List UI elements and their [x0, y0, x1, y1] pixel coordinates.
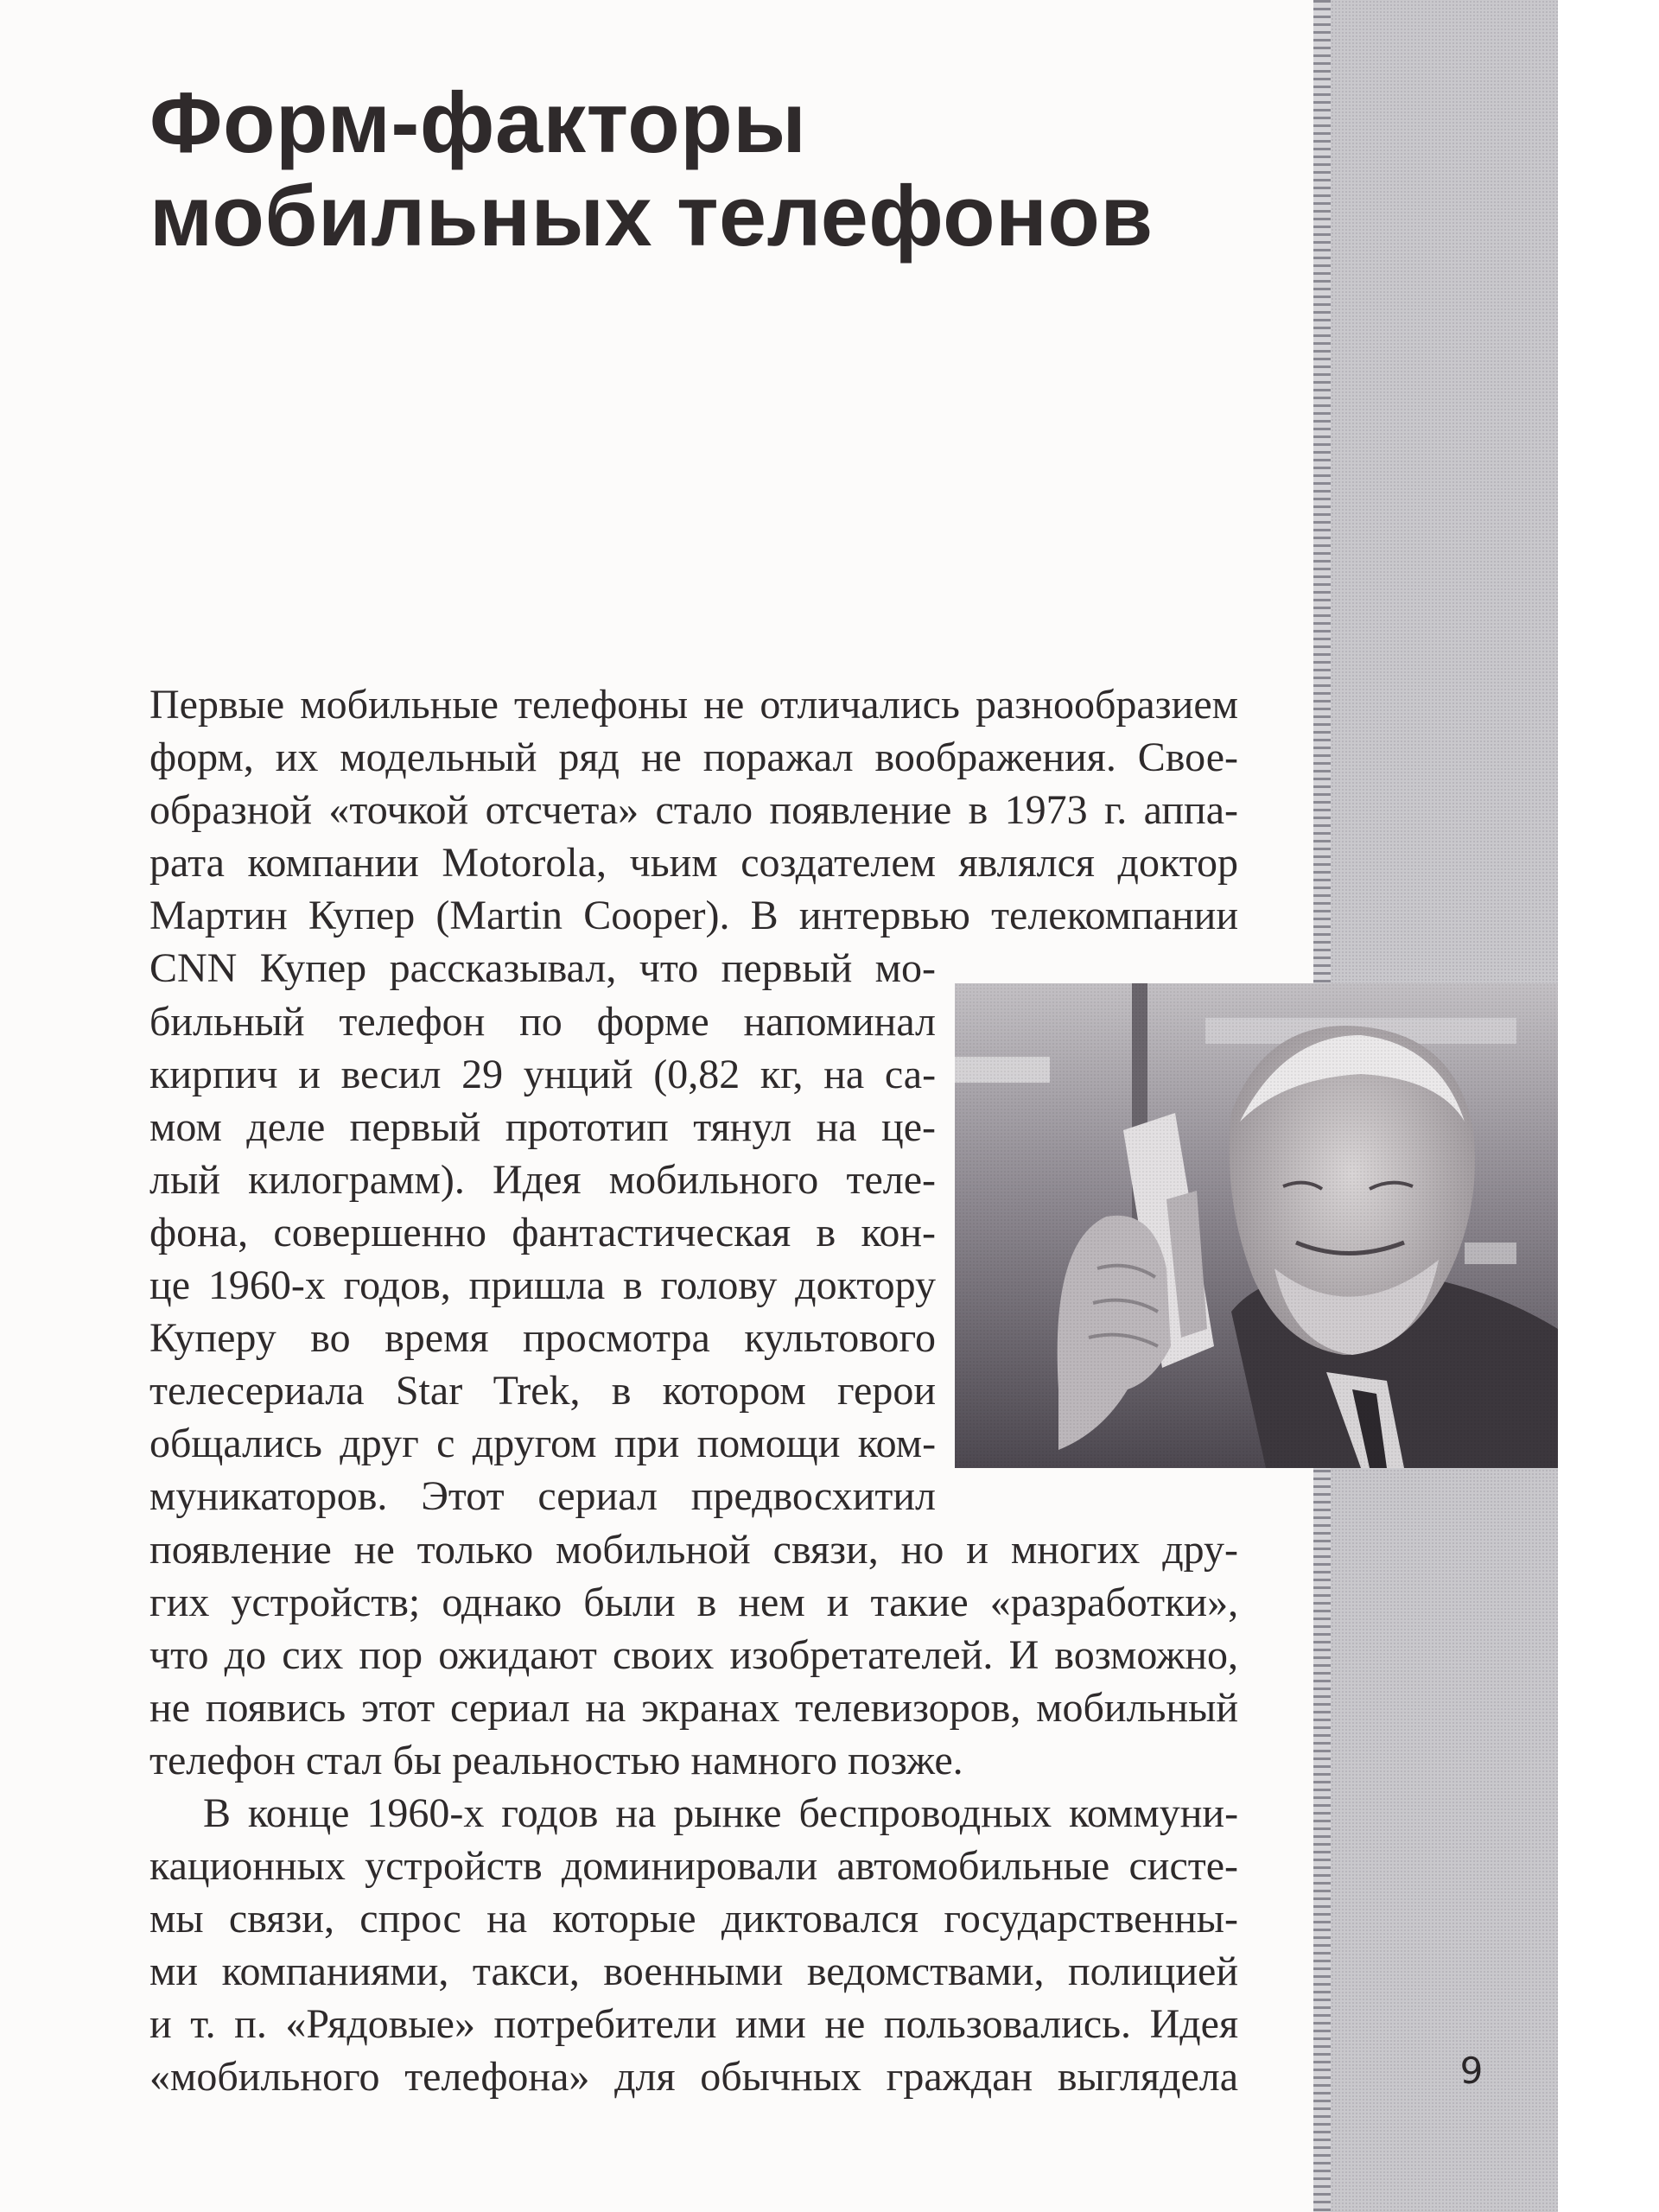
word: но [900, 1526, 944, 1573]
word: на [816, 1103, 857, 1150]
word: государственны- [944, 1896, 1238, 1942]
text-line [149, 1523, 1238, 1576]
word: Купер [259, 945, 367, 992]
word: появление [149, 1526, 332, 1573]
word: Star [395, 1368, 463, 1414]
word: аппа- [1143, 787, 1238, 834]
word: фантастическая [512, 1209, 791, 1255]
word: на [615, 1789, 657, 1836]
text-line [149, 1840, 1238, 1892]
word: до [224, 1631, 267, 1678]
word: пользовались. [883, 2001, 1132, 2048]
text-line [149, 942, 936, 995]
text-line [149, 678, 1238, 731]
text-line [149, 1470, 936, 1522]
text-line [149, 2050, 1238, 2103]
word: фона, [149, 1209, 249, 1255]
word: автомобильные [836, 1843, 1110, 1890]
word: и [298, 1051, 321, 1097]
word: доктор [1117, 840, 1238, 887]
word: пришла [468, 1262, 606, 1309]
word: во [310, 1315, 351, 1362]
word: п. [234, 2001, 267, 2048]
text-line [149, 1417, 936, 1470]
word: не [353, 1526, 395, 1573]
text-line [149, 784, 1238, 836]
word: коммуни- [1068, 1789, 1238, 1836]
text-line [149, 1206, 936, 1259]
word: компании [247, 840, 419, 887]
word: военными [603, 1948, 784, 1995]
word: Идея [1149, 2001, 1238, 2048]
word: сих [282, 1631, 344, 1678]
word: не [703, 682, 745, 728]
word: только [416, 1526, 534, 1573]
word: Cooper). [583, 893, 730, 939]
word: 1973 [1004, 787, 1088, 834]
word: экранах [641, 1684, 780, 1731]
word: тянул [693, 1103, 792, 1150]
word: появление [769, 787, 952, 834]
word: кон- [861, 1209, 936, 1255]
word: «Рядовые» [285, 2001, 475, 2048]
word: ожидают [438, 1631, 597, 1678]
word: кирпич [149, 1051, 278, 1097]
word: В [750, 893, 779, 939]
word: что [149, 1631, 209, 1678]
text-line [149, 836, 1238, 889]
word: доминировали [561, 1843, 818, 1890]
word: рассказывал, [389, 945, 617, 992]
text-line [149, 995, 936, 1048]
word: были [583, 1579, 676, 1625]
word: телефоны [513, 682, 689, 728]
word: г. [1104, 787, 1128, 834]
word: мобильный [1036, 1684, 1238, 1731]
word: «мобильного [149, 2054, 380, 2101]
word: форм, [149, 734, 254, 781]
word: не [640, 734, 682, 781]
word: ряд [558, 734, 620, 781]
word: образной [149, 787, 313, 834]
word: создателем [741, 840, 936, 887]
chapter-title-line-2: мобильных телефонов [149, 168, 1154, 264]
word: пор [359, 1631, 423, 1678]
word: в [816, 1209, 836, 1255]
text-line [149, 1364, 936, 1417]
text-line [149, 1787, 1238, 1840]
word: дру- [1162, 1526, 1238, 1573]
word: совершенно [273, 1209, 487, 1255]
word: годов [501, 1789, 599, 1836]
word: мобильного [608, 1156, 819, 1203]
word: разнообразием [975, 682, 1238, 728]
word: лый [149, 1156, 220, 1203]
word: Trek, [493, 1368, 581, 1414]
word: рынке [673, 1789, 782, 1836]
word: кационных [149, 1843, 346, 1890]
word: ком- [857, 1421, 936, 1467]
page-number: 9 [1459, 2050, 1484, 2092]
word: гих [149, 1579, 210, 1625]
word: отсчета» [485, 787, 639, 834]
word: Мартин [149, 893, 288, 939]
text-line [149, 1048, 936, 1101]
word: сериал [450, 1684, 570, 1731]
word: которые [552, 1896, 696, 1942]
word: 29 [461, 1051, 504, 1097]
word: Куперу [149, 1315, 276, 1362]
word: мом [149, 1103, 222, 1150]
word: другом [472, 1421, 597, 1467]
word: потребители [493, 2001, 717, 2048]
word: при [613, 1421, 680, 1467]
word: спрос [359, 1896, 461, 1942]
word: весил [340, 1051, 442, 1097]
text-line: телефон стал бы реальностью намного позже. [149, 1737, 963, 1783]
word: рата [149, 840, 225, 887]
word: телефон [339, 998, 486, 1045]
word: ведомствами, [806, 1948, 1045, 1995]
text-line [149, 1998, 1238, 2050]
text-line [149, 1312, 936, 1364]
photo-man-with-brick-phone-icon [955, 983, 1558, 1468]
word: годов, [343, 1262, 451, 1309]
word: первый [721, 945, 853, 992]
word: модельный [340, 734, 537, 781]
word: телефона» [404, 2054, 590, 2101]
word: связи, [228, 1896, 334, 1942]
word: мобильной [556, 1526, 751, 1573]
word: прототип [505, 1103, 669, 1150]
word: телесериала [149, 1368, 365, 1414]
word: Этот [421, 1473, 505, 1520]
word: возможно, [1054, 1631, 1238, 1678]
word: мы [149, 1896, 204, 1942]
word: Первые [149, 682, 285, 728]
word: Motorola, [442, 840, 607, 887]
word: телекомпании [991, 893, 1238, 939]
word: являлся [958, 840, 1096, 887]
word: время [385, 1315, 489, 1362]
word: «точкой [328, 787, 469, 834]
word: в [968, 787, 988, 834]
word: такси, [472, 1948, 580, 1995]
word: связи, [772, 1526, 879, 1573]
word: Купер [308, 893, 416, 939]
word: не [149, 1684, 190, 1731]
word: культового [744, 1315, 936, 1362]
word: появись [205, 1684, 346, 1731]
word: т. [190, 2001, 216, 2048]
word: на [823, 1051, 865, 1097]
word: этот [360, 1684, 435, 1731]
chapter-title [149, 76, 1154, 263]
word: друг [340, 1421, 419, 1467]
word: теле- [846, 1156, 936, 1203]
word: общались [149, 1421, 322, 1467]
word: в [696, 1579, 717, 1625]
word: це- [881, 1103, 936, 1150]
word: изобретателей. [729, 1631, 994, 1678]
text-line [149, 889, 1238, 942]
word: (0,82 [653, 1051, 741, 1097]
word: напоминал [743, 998, 936, 1045]
word: на [486, 1896, 528, 1942]
word: CNN [149, 945, 238, 992]
text-line [149, 1945, 1238, 1998]
word: обычных [700, 2054, 861, 2101]
paragraph-2 [149, 1787, 1238, 2104]
word: Свое- [1137, 734, 1238, 781]
word: компаниями, [221, 1948, 449, 1995]
text-line [149, 731, 1238, 784]
word: своих [612, 1631, 715, 1678]
word: деле [246, 1103, 326, 1150]
word: такие [870, 1579, 969, 1625]
word: «разработки», [989, 1579, 1238, 1625]
text-line [149, 1154, 936, 1206]
word: с [436, 1421, 455, 1467]
word: полицией [1067, 1948, 1238, 1995]
word: в [623, 1262, 643, 1309]
word: сериал [537, 1473, 658, 1520]
word: диктовался [721, 1896, 919, 1942]
word: первый [349, 1103, 481, 1150]
word: унций [523, 1051, 633, 1097]
word: и [149, 2001, 172, 2048]
word: что [639, 945, 699, 992]
word: отличались [760, 682, 960, 728]
word: беспроводных [798, 1789, 1052, 1836]
word: для [614, 2054, 676, 2101]
word: не [824, 2001, 866, 2048]
word: И [1008, 1631, 1039, 1678]
word: са- [884, 1051, 936, 1097]
word: 1960-х [366, 1789, 485, 1836]
word: многих [1010, 1526, 1141, 1573]
word: ими [735, 2001, 806, 2048]
word: ми [149, 1948, 199, 1995]
text-line [149, 1101, 936, 1154]
word: в [611, 1368, 632, 1414]
word: мо- [874, 945, 936, 992]
word: граждан [886, 2054, 1033, 2101]
word: предвосхитил [690, 1473, 936, 1520]
word: устройств; [231, 1579, 421, 1625]
word: конце [247, 1789, 350, 1836]
word: форме [596, 998, 709, 1045]
word: килограмм). [248, 1156, 465, 1203]
word: герои [836, 1368, 936, 1414]
word: телевизоров, [795, 1684, 1021, 1731]
word: (Martin [435, 893, 563, 939]
chapter-title-line-1: Форм-факторы [149, 74, 807, 170]
word: устройств [365, 1843, 543, 1890]
word: и [966, 1526, 988, 1573]
word: воображения. [874, 734, 1116, 781]
word: систе- [1128, 1843, 1238, 1890]
text-line [149, 1259, 936, 1312]
word: их [275, 734, 319, 781]
word: В [203, 1789, 232, 1836]
word: котором [662, 1368, 806, 1414]
word: Идея [493, 1156, 582, 1203]
word: однако [442, 1579, 563, 1625]
word: стало [655, 787, 753, 834]
text-line [149, 1629, 1238, 1681]
photo-martin-cooper [955, 983, 1558, 1468]
word: доктору [795, 1262, 936, 1309]
word: бильный [149, 998, 305, 1045]
text-line [149, 1576, 1238, 1629]
text-line [149, 1681, 1238, 1734]
word: мобильные [300, 682, 499, 728]
word: поражал [702, 734, 854, 781]
word: просмотра [523, 1315, 710, 1362]
scan-margin [1558, 0, 1659, 2212]
word: и [826, 1579, 849, 1625]
word: интервью [798, 893, 970, 939]
word: муникаторов. [149, 1473, 388, 1520]
word: голову [660, 1262, 778, 1309]
word: чьим [629, 840, 718, 887]
word: по [519, 998, 563, 1045]
word: на [585, 1684, 626, 1731]
word: нем [738, 1579, 805, 1625]
text-line [149, 1892, 1238, 1945]
word: кг, [760, 1051, 804, 1097]
word: помощи [696, 1421, 841, 1467]
word: 1960-х [207, 1262, 326, 1309]
word: выглядела [1057, 2054, 1238, 2101]
word: це [149, 1262, 190, 1309]
